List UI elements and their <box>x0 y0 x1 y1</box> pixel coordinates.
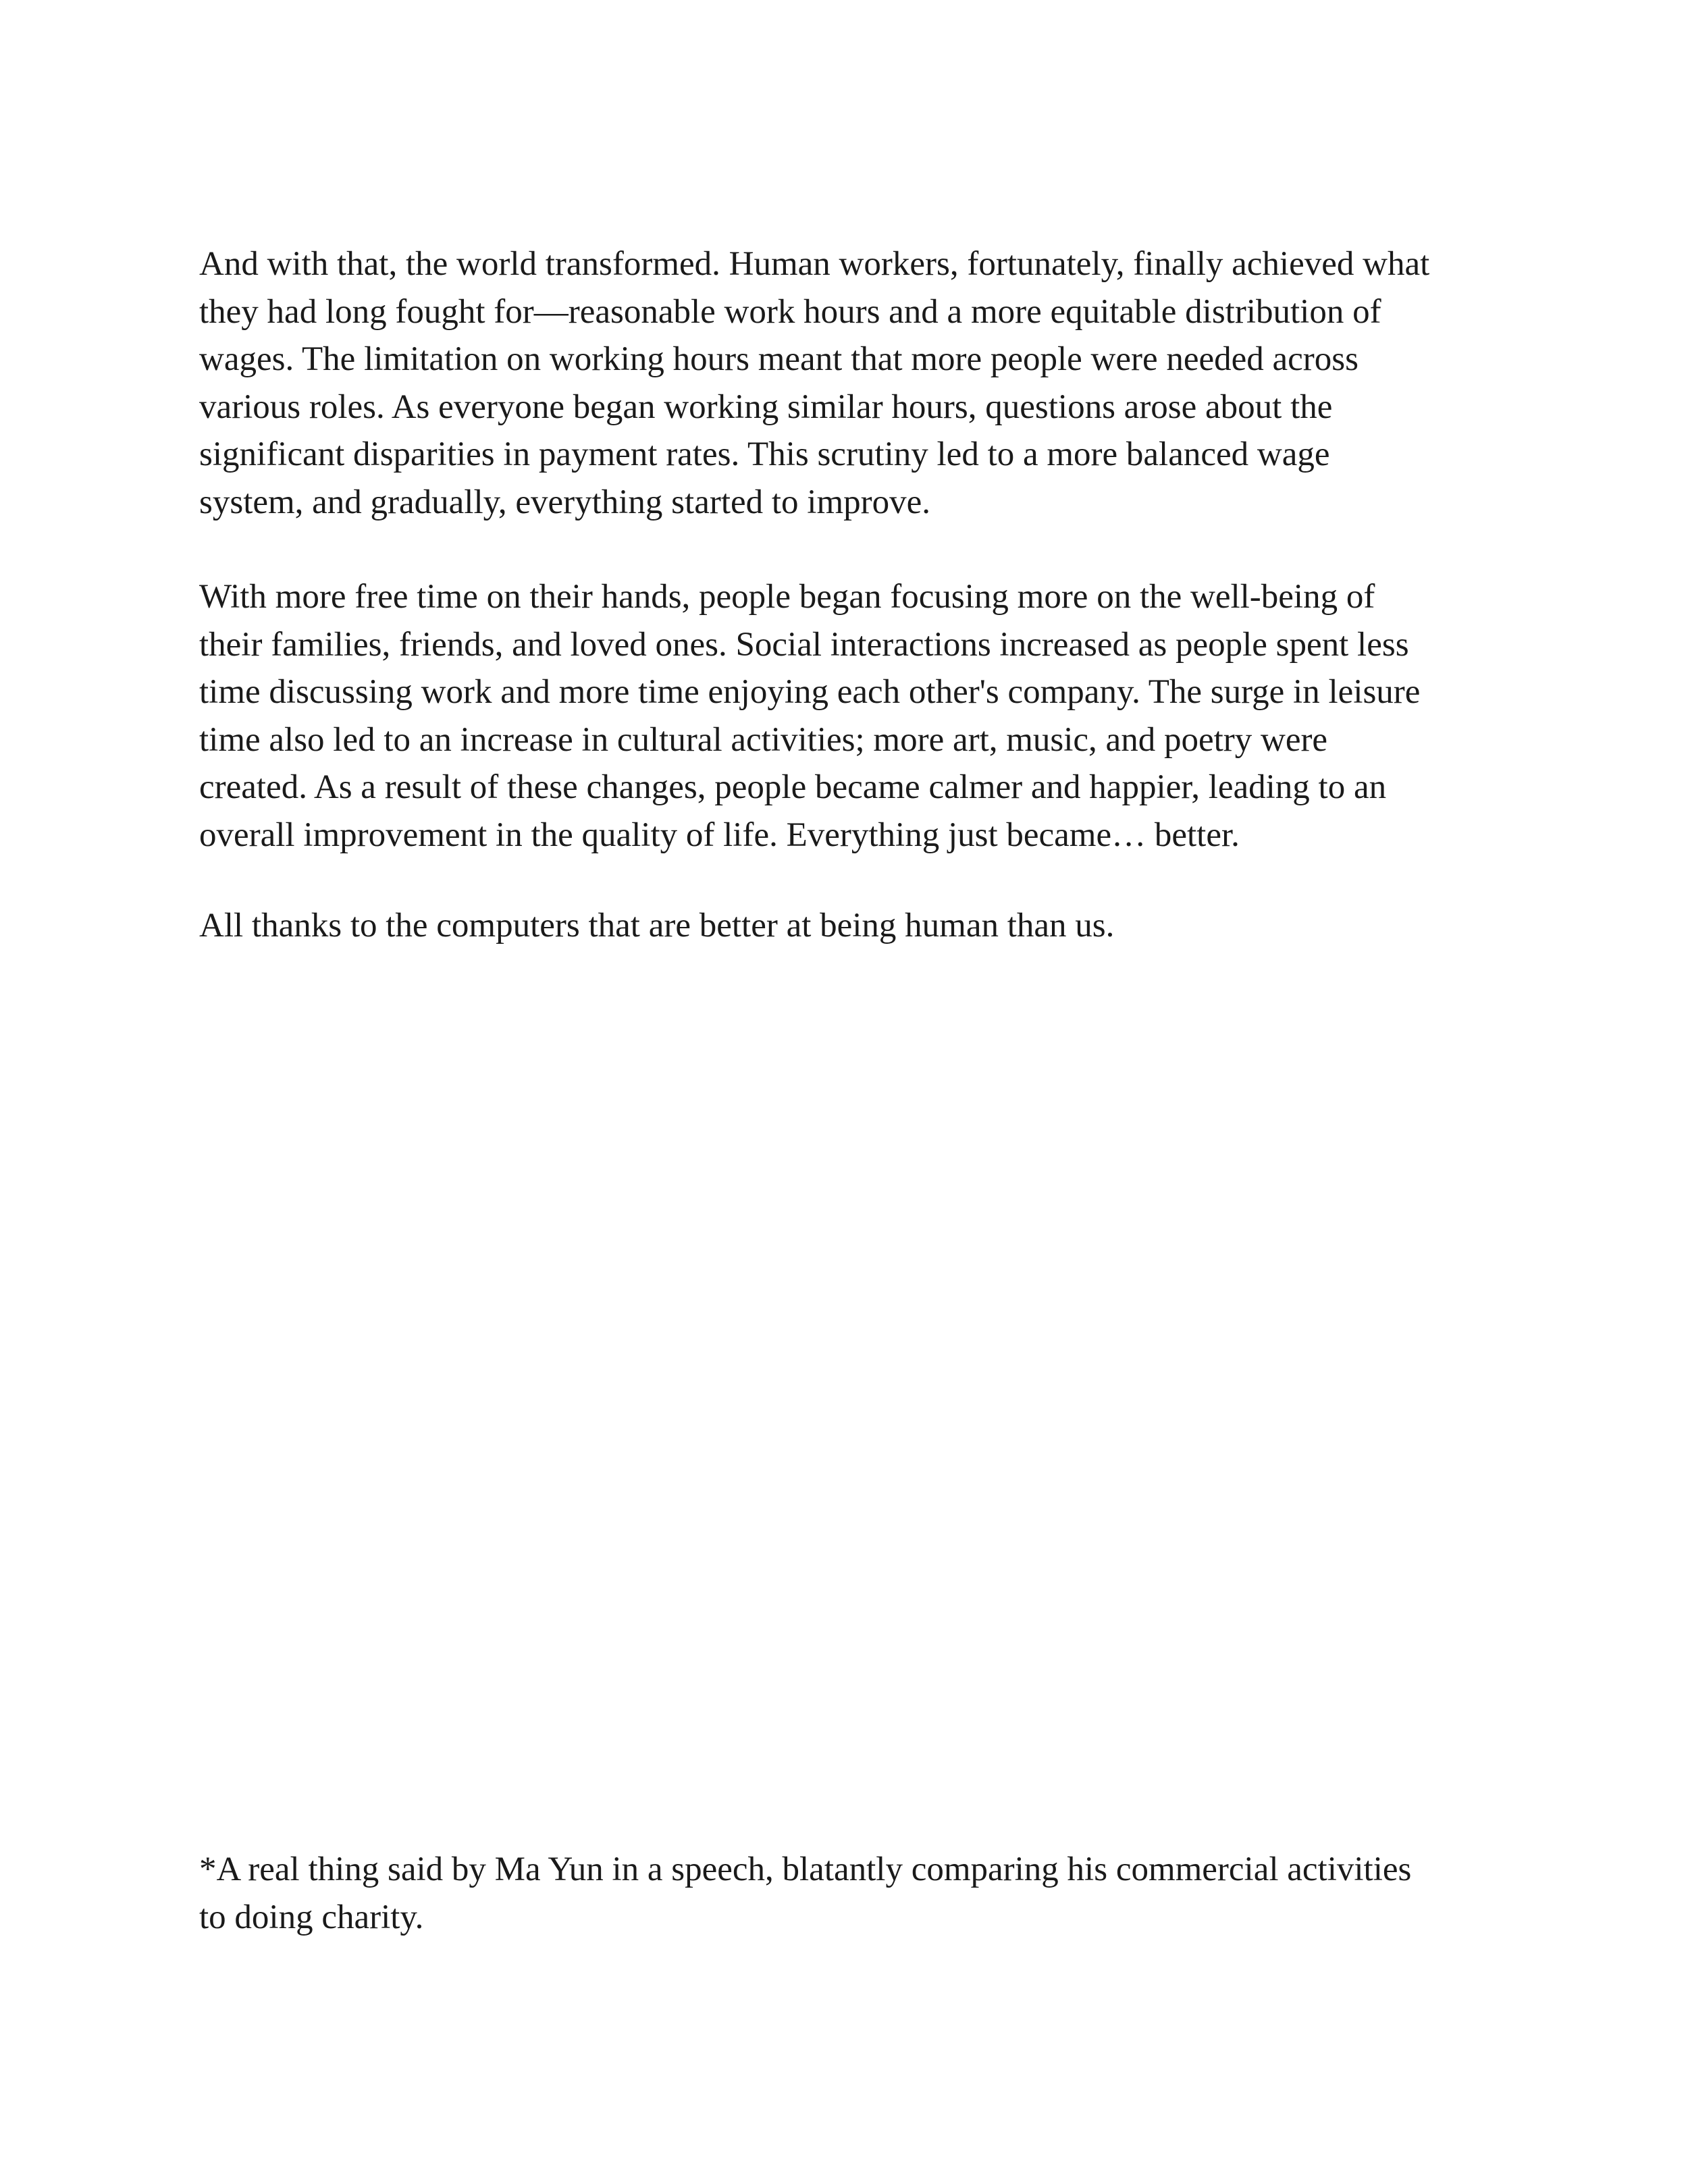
footnote: *A real thing said by Ma Yun in a speech, blatantly comparing his commercial activities to doing charity. <box>199 1850 1412 1936</box>
body-paragraph-2: With more free time on their hands, people began focusing more on the well-being of their families, friends, and loved ones. Social interactions increased as people spent less time discussing work and more time enjoying each other's company. The surge in leisure time also led to an increase in cultural activities; more art, music, and poetry were created. As a result of these changes, people became calmer and happier, leading to an overall improvement in the quality of life. Everything just became… better. <box>199 578 1421 854</box>
body-paragraph-1: And with that, the world transformed. Human workers, fortunately, finally achieved what they had long fought for—reasonable work hours and a more equitable distribution of wages. The limitation on working hours meant that more people were needed across various roles. As everyone began working similar hours, questions arose about the significant disparities in payment rates. This scrutiny led to a more balanced wage system, and gradually, everything started to improve. <box>199 245 1430 521</box>
body-paragraph-3: All thanks to the computers that are better at being human than us. <box>199 907 1115 944</box>
